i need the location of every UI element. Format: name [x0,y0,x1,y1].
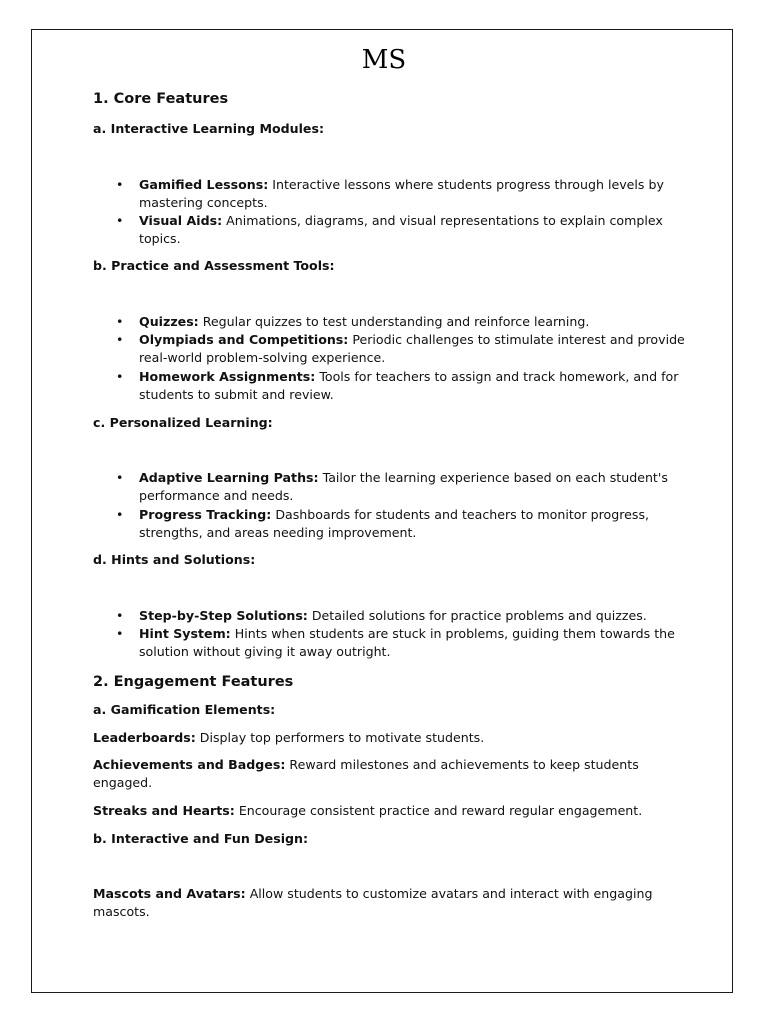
paragraph-leaderboards [93,729,484,747]
subsection-heading-interactive-learning: a. Interactive Learning Modules: [93,121,325,136]
bullet-icon: • [116,332,124,347]
paragraph-continuation: mascots. [93,904,150,919]
bullet-icon: • [116,470,124,485]
item-text: Tools for teachers to assign and track homework, and for [315,369,679,384]
list-item [139,176,664,194]
item-label: Quizzes: [139,314,199,329]
item-label: Step-by-Step Solutions: [139,608,308,623]
subsection-heading-practice-assessment: b. Practice and Assessment Tools: [93,258,335,273]
section-heading-engagement-features: 2. Engagement Features [93,674,294,690]
paragraph-continuation: engaged. [93,775,153,790]
item-label: Hint System: [139,626,231,641]
item-text: Detailed solutions for practice problems and quizzes. [307,608,647,623]
list-item-continuation: solution without giving it away outright. [139,644,391,659]
subsection-heading-interactive-design: b. Interactive and Fun Design: [93,831,309,846]
item-text: Interactive lessons where students progress through levels by [268,177,664,192]
item-label: Visual Aids: [139,213,223,228]
item-text: Display top performers to motivate students. [195,730,485,745]
item-text: Periodic challenges to stimulate interest and provide [348,332,685,347]
item-text: Reward milestones and achievements to keep students [285,757,639,772]
subsection-heading-gamification: a. Gamification Elements: [93,702,276,717]
list-item [139,625,675,643]
bullet-icon: • [116,369,124,384]
list-item [139,331,685,349]
list-item [139,607,647,625]
bullet-icon: • [116,608,124,623]
item-label: Gamified Lessons: [139,177,269,192]
item-label: Adaptive Learning Paths: [139,470,319,485]
item-text: Allow students to customize avatars and interact with engaging [245,886,653,901]
bullet-icon: • [116,314,124,329]
list-item-continuation: real-world problem-solving experience. [139,350,386,365]
list-item [139,313,589,331]
bullet-icon: • [116,213,124,228]
list-item [139,506,649,524]
paragraph-mascots [93,885,652,903]
item-label: Olympiads and Competitions: [139,332,349,347]
list-item-continuation: performance and needs. [139,488,294,503]
item-text: Dashboards for students and teachers to monitor progress, [271,507,650,522]
item-text: Hints when students are stuck in problems, guiding them towards the [230,626,675,641]
list-item [139,212,663,230]
item-label: Leaderboards: [93,730,196,745]
section-heading-core-features: 1. Core Features [93,91,229,107]
bullet-icon: • [116,626,124,641]
document-title: MS [361,45,407,75]
subsection-heading-personalized-learning: c. Personalized Learning: [93,415,273,430]
item-label: Streaks and Hearts: [93,803,235,818]
list-item-continuation: topics. [139,231,181,246]
bullet-icon: • [116,507,124,522]
item-label: Progress Tracking: [139,507,272,522]
paragraph-achievements [93,756,639,774]
list-item-continuation: mastering concepts. [139,195,268,210]
item-label: Achievements and Badges: [93,757,286,772]
subsection-heading-hints-solutions: d. Hints and Solutions: [93,552,256,567]
item-label: Homework Assignments: [139,369,316,384]
paragraph-streaks [93,802,642,820]
bullet-icon: • [116,177,124,192]
list-item [139,469,668,487]
item-label: Mascots and Avatars: [93,886,246,901]
list-item-continuation: strengths, and areas needing improvement. [139,525,417,540]
item-text: Encourage consistent practice and reward regular engagement. [234,803,643,818]
list-item-continuation: students to submit and review. [139,387,334,402]
list-item [139,368,678,386]
item-text: Regular quizzes to test understanding and reinforce learning. [198,314,590,329]
item-text: Animations, diagrams, and visual representations to explain complex [222,213,663,228]
item-text: Tailor the learning experience based on each student's [318,470,668,485]
